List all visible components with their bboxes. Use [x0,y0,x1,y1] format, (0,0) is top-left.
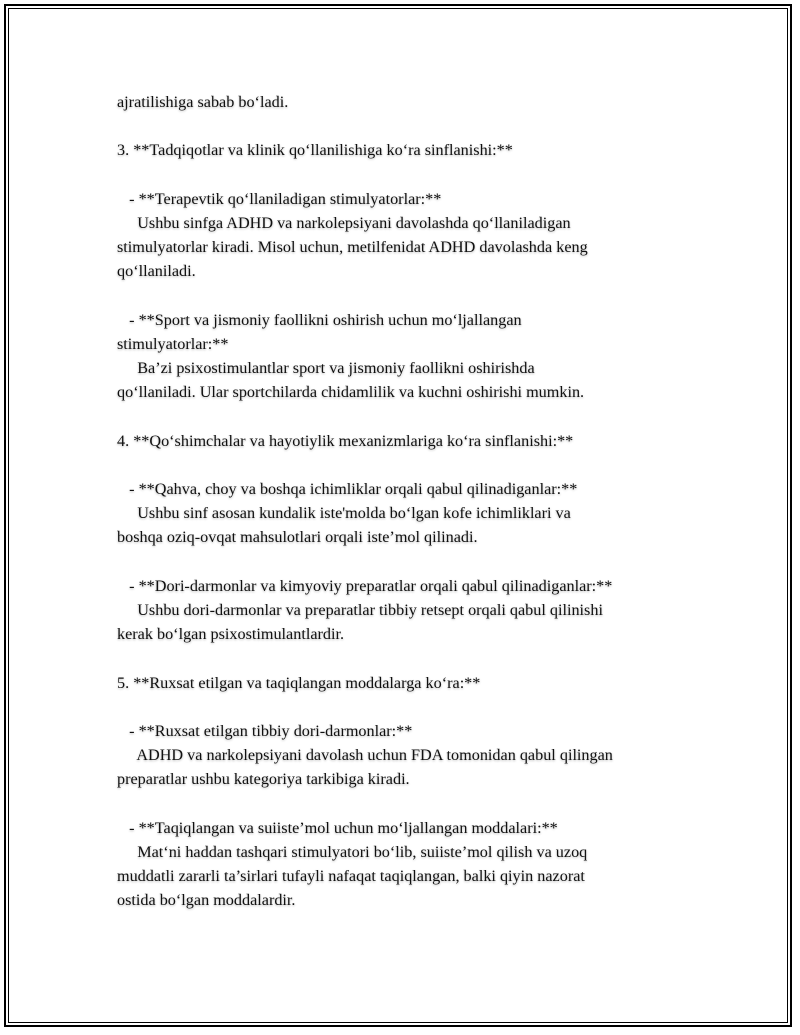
blank-line [117,404,697,428]
subsection-heading-cont: stimulyatorlar:** [117,334,229,353]
subsection-heading: - **Terapevtik qo‘llaniladigan stimulyatorlar:** [117,189,442,208]
blank-line [117,695,697,719]
blank-line [117,163,697,187]
text-line: kerak bo‘lgan psixostimulantlardir. [117,625,345,644]
subsection-heading: - **Dori-darmonlar va kimyoviy preparatlar orqali qabul qilinadiganlar:** [117,576,613,595]
text-line: Mat‘ni haddan tashqari stimulyatori bo‘lib, suiiste’mol qilish va uzoq [117,842,588,861]
text-line: Ushbu sinf asosan kundalik iste'molda bo‘lgan kofe ichimliklari va [117,504,571,523]
text-line: qo‘llaniladi. Ular sportchilarda chidamlilik va kuchni oshirishi mumkin. [117,383,585,402]
text-line: preparatlar ushbu kategoriya tarkibiga kiradi. [117,770,410,789]
subsection-heading: - **Ruxsat etilgan tibbiy dori-darmonlar:** [117,721,413,740]
section-heading: 4. **Qo‘shimchalar va hayotiylik mexanizmlariga ko‘ra sinflanishi:** [117,431,574,450]
text-line: muddatli zararli ta’sirlari tufayli nafaqat taqiqlangan, balki qiyin nazorat [117,867,585,885]
blank-line [117,284,697,308]
text-line: qo‘llaniladi. [117,262,196,281]
text-line: stimulyatorlar kiradi. Misol uchun, metilfenidat ADHD davolashda keng [117,238,588,257]
subsection-heading: - **Taqiqlangan va suiiste’mol uchun mo‘ljallangan moddalari:** [117,818,558,837]
subsection-heading: - **Qahva, choy va boshqa ichimliklar orqali qabul qilinadiganlar:** [117,480,578,498]
text-line: Ushbu dori-darmonlar va preparatlar tibbiy retsept orqali qabul qilinishi [117,600,603,619]
section-heading: 5. **Ruxsat etilgan va taqiqlangan moddalarga ko‘ra:** [117,673,481,692]
blank-line [117,550,697,574]
text-line: ajratilishiga sabab bo‘ladi. [117,93,289,111]
blank-line [117,453,697,477]
blank-line [117,646,697,670]
subsection-heading: - **Sport va jismoniy faollikni oshirish uchun mo‘ljallangan [117,310,522,329]
text-line: ADHD va narkolepsiyani davolash uchun FDA tomonidan qabul qilingan [117,746,613,765]
blank-line [117,114,697,138]
text-line: Ba’zi psixostimulantlar sport va jismoniy faollikni oshirishda [117,359,535,378]
text-line: boshqa oziq-ovqat mahsulotlari orqali iste’mol qilinadi. [117,528,478,547]
blank-line [117,791,697,815]
text-line: ostida bo‘lgan moddalardir. [117,891,296,910]
document-body [117,90,697,912]
section-heading: 3. **Tadqiqotlar va klinik qo‘llanilishiga ko‘ra sinflanishi:** [117,141,513,160]
text-line: Ushbu sinfga ADHD va narkolepsiyani davolashda qo‘llaniladigan [117,213,571,232]
